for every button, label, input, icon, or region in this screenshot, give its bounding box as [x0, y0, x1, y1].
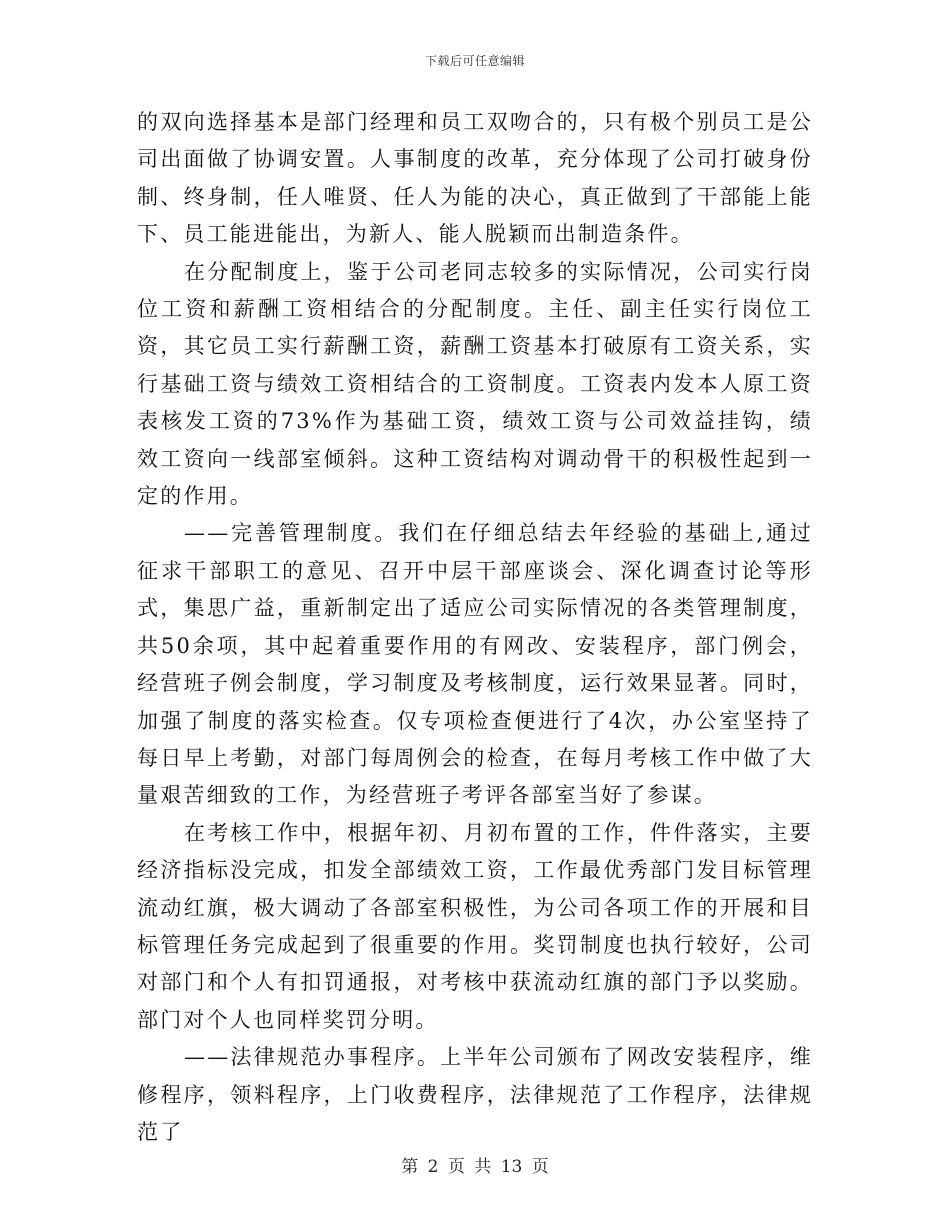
- document-body: [137, 104, 813, 1151]
- page-header: 下载后可任意编辑: [424, 54, 525, 68]
- paragraph-2: 在分配制度上，鉴于公司老同志较多的实际情况，公司实行岗位工资和薪酬工资相结合的分配制度。主任、副主任实行岗位工资，其它员工实行薪酬工资，薪酬工资基本打破原有工资关系，实行基础工资与绩效工资相结合的工资制度。工资表内发本人原工资表核发工资的73%作为基础工资，绩效工资与公司效益挂钩，绩效工资向一线部室倾斜。这种工资结构对调动骨干的积极性起到一定的作用。: [137, 259, 813, 509]
- page-number-footer: 第 2 页 共 13 页: [401, 1157, 549, 1177]
- paragraph-5: ——法律规范办事程序。上半年公司颁布了网改安装程序，维修程序，领料程序，上门收费程序，法律规范了工作程序，法律规范了: [137, 1045, 813, 1144]
- paragraph-4: 在考核工作中，根据年初、月初布置的工作，件件落实，主要经济指标没完成，扣发全部绩效工资，工作最优秀部门发目标管理流动红旗，极大调动了各部室积极性，为公司各项工作的开展和目标管理任务完成起到了很重要的作用。奖罚制度也执行较好，公司对部门和个人有扣罚通报，对考核中获流动红旗的部门予以奖励。部门对个人也同样奖罚分明。: [137, 820, 813, 1032]
- paragraph-3: ——完善管理制度。我们在仔细总结去年经验的基础上,通过征求干部职工的意见、召开中层干部座谈会、深化调查讨论等形式，集思广益，重新制定出了适应公司实际情况的各类管理制度，共50余项，其中起着重要作用的有网改、安装程序，部门例会，经营班子例会制度，学习制度及考核制度，运行效果显著。同时，加强了制度的落实检查。仅专项检查便进行了4次，办公室坚持了每日早上考勤，对部门每周例会的检查，在每月考核工作中做了大量艰苦细致的工作，为经营班子考评各部室当好了参谋。: [137, 521, 813, 808]
- paragraph-1: 的双向选择基本是部门经理和员工双吻合的，只有极个别员工是公司出面做了协调安置。人事制度的改革，充分体现了公司打破身份制、终身制，任人唯贤、任人为能的决心，真正做到了干部能上能下、员工能进能出，为新人、能人脱颖而出制造条件。: [137, 110, 813, 247]
